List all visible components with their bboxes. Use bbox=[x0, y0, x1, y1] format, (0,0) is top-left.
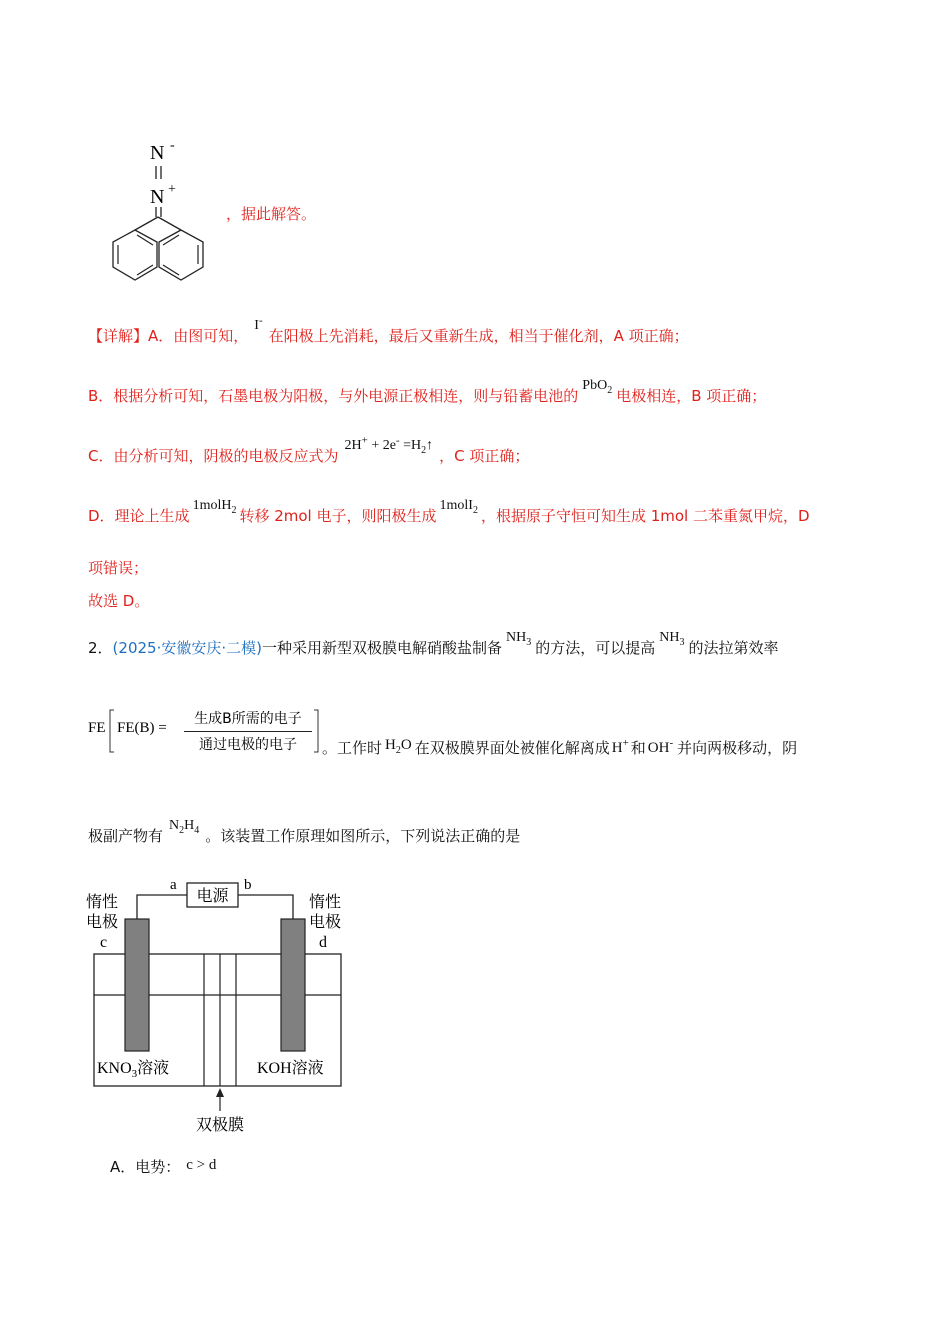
fraction-bar bbox=[184, 731, 312, 732]
option-a-formula: c > d bbox=[186, 1157, 217, 1173]
bipolar-membrane-label: 双极膜 bbox=[195, 1117, 245, 1134]
right-electrode-label-3: d bbox=[319, 934, 327, 951]
cathode-equation: $2H^+ + 2e^- =H_2↑$ bbox=[344, 434, 434, 456]
detail-a-text-1: A．由图可知， bbox=[148, 327, 249, 345]
right-bracket bbox=[312, 708, 320, 754]
option-a-label: A．电势： bbox=[110, 1158, 181, 1176]
q2-text-7: 并向两极移动，阴 bbox=[677, 739, 798, 757]
n-top-charge: - bbox=[170, 138, 175, 153]
right-electrode-label-2: 电极 bbox=[309, 914, 342, 931]
question-source: (2025·安徽安庆·二模) bbox=[112, 639, 262, 657]
fe-b-expression: FE(B) = bbox=[117, 720, 167, 736]
h2o-formula: $H_2O$ bbox=[385, 737, 412, 756]
pbo2-formula: PbO$_2$ bbox=[582, 378, 613, 396]
q2-text-5: 在双极膜界面处被催化解离成 bbox=[414, 739, 610, 757]
i2-amount-formula: 1molI$_2$ bbox=[439, 498, 478, 516]
q2-text-2: 的方法，可以提高 bbox=[535, 639, 656, 657]
q2-text-9: 。该装置工作原理如图所示，下列说法正确的是 bbox=[205, 827, 521, 845]
q2-text-6: 和 bbox=[630, 739, 646, 757]
molecule-caption: ，据此解答。 bbox=[226, 205, 317, 223]
detail-line-a bbox=[88, 314, 689, 346]
detail-line-d bbox=[88, 498, 810, 528]
ohminus-formula: OH- bbox=[647, 737, 674, 756]
electrolysis-apparatus bbox=[80, 865, 360, 1145]
detail-d-text-2: 转移 2mol 电子，则阳极生成 bbox=[239, 507, 437, 525]
option-a[interactable] bbox=[110, 1156, 216, 1177]
iodide-formula: I- bbox=[254, 314, 263, 333]
fraction-numerator: 生成B所需的电子 bbox=[194, 711, 302, 727]
electrode-c bbox=[125, 919, 149, 1051]
power-source-label: 电源 bbox=[196, 888, 229, 905]
left-electrode-label-3: c bbox=[100, 934, 108, 951]
right-electrode-label-1: 惰性 bbox=[309, 894, 342, 911]
detail-d-text-1: D．理论上生成 bbox=[88, 507, 190, 525]
question-number: 2． bbox=[88, 639, 113, 657]
detail-line-c bbox=[88, 434, 530, 468]
n2h4-formula: $N_2H_4$ bbox=[169, 818, 200, 836]
q2-text-1: 一种采用新型双极膜电解硝酸盐制备 bbox=[261, 639, 502, 657]
right-solution-label: KOH溶液 bbox=[257, 1060, 324, 1077]
detail-a-text-2: 在阳极上先消耗，最后又重新生成，相当于催化剂，A 项正确； bbox=[268, 327, 689, 345]
detail-c-text-2: ，C 项正确； bbox=[439, 447, 530, 465]
n-mid-charge: + bbox=[168, 182, 176, 197]
electrode-d bbox=[281, 919, 305, 1051]
h2-amount-formula: 1molH$_2$ bbox=[192, 498, 237, 516]
terminal-a-label: a bbox=[170, 877, 177, 893]
fe-label: FE bbox=[88, 720, 106, 736]
nh3-formula-b: $NH_3$ bbox=[659, 630, 685, 648]
detail-answer: 故选 D。 bbox=[88, 592, 150, 610]
detail-b-text-1: B．根据分析可知，石墨电极为阳极，与外电源正极相连，则与铅蓄电池的 bbox=[88, 387, 579, 405]
q2-text-3: 的法拉第效率 bbox=[688, 639, 779, 657]
membrane-arrow bbox=[216, 1088, 224, 1097]
left-electrode-label-2: 电极 bbox=[86, 914, 119, 931]
terminal-b-label: b bbox=[244, 877, 252, 893]
detail-tag: 【详解】 bbox=[88, 327, 149, 345]
question2-line-3 bbox=[88, 818, 521, 848]
hplus-formula: H+ bbox=[611, 737, 629, 756]
n-mid-label: N bbox=[150, 186, 165, 208]
detail-b-text-2: 电极相连，B 项正确； bbox=[616, 387, 767, 405]
question2-line-2 bbox=[322, 737, 797, 760]
left-solution-label: $KNO_3$溶液 bbox=[97, 1060, 170, 1080]
fraction-denominator: 通过电极的电子 bbox=[199, 737, 297, 753]
n-top-label: N bbox=[150, 142, 165, 164]
detail-line-b bbox=[88, 378, 767, 408]
detail-c-text-1: C．由分析可知，阴极的电极反应式为 bbox=[88, 447, 339, 465]
nh3-formula-a: $NH_3$ bbox=[505, 630, 532, 648]
diphenyldiazomethane-structure bbox=[80, 135, 240, 285]
detail-d-text-3: ，根据原子守恒可知生成 1mol 二苯重氮甲烷，D bbox=[480, 507, 810, 525]
question2-line-1 bbox=[88, 630, 779, 660]
q2-text-8: 极副产物有 bbox=[88, 827, 164, 845]
left-bracket bbox=[108, 708, 116, 754]
q2-text-4: 。工作时 bbox=[322, 739, 383, 757]
left-electrode-label-1: 惰性 bbox=[86, 894, 119, 911]
detail-line-d-cont: 项错误； bbox=[88, 559, 149, 577]
